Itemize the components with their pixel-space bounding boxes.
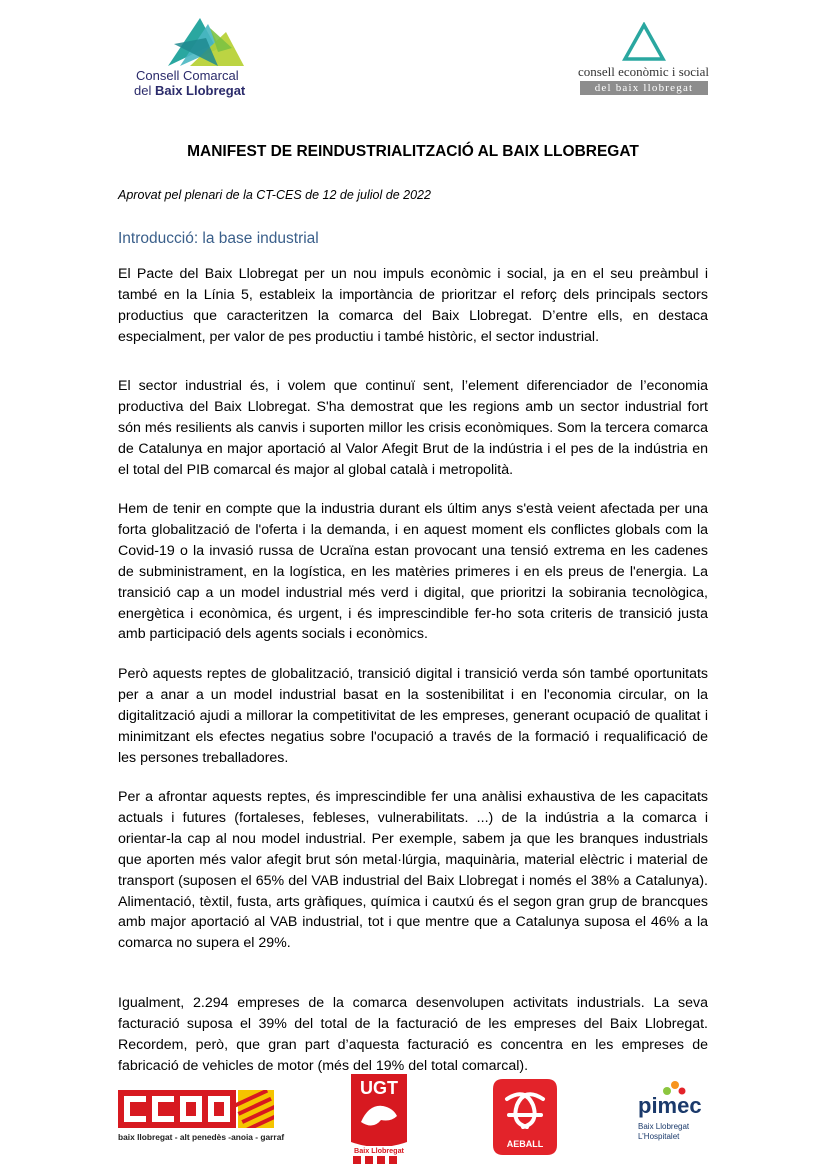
paragraph-5: Per a afrontar aquests reptes, és imprescindible fer una anàlisi exhaustiva de les capacitats actuals i futures (fortaleses, febleses, vulnerabilitats. ...) de la indústria a la comarca i orientar-la cap al nou model industrial. Per exemple, sabem ja que les branques industrials que aporten més valor afegit brut són metal·lúrgia, maquinària, material elèctric i material de transport (suposen el 65% del VAB industrial del Baix Llobregat i només el 38% a Catalunya). Alimentació, tèxtil, fusta, arts gràfiques, química i cautxú és el segon gran grup de brancques amb major aportació al VAB industrial, tot i que mentre que a Catalunya suposa el 46% a la comarca no supera el 29%.	[118, 789, 708, 952]
pimec-caption-1: Baix Llobregat	[638, 1122, 690, 1131]
svg-text:UGT: UGT	[360, 1078, 398, 1098]
pimec-wordmark: pimec	[638, 1093, 702, 1118]
approval-note: Aprovat pel plenari de la CT-CES de 12 de juliol de 2022	[118, 188, 431, 202]
paragraph-3: Hem de tenir en compte que la industria durant els últim anys s'està veient afectada per una forta globalització de l'oferta i la demanda, i en aquest moment els conflictes globals com la Covid-19 o la invasió russa de Ucraïna estan provocant una tensió extrema en les cadenes de subministrament, en la logística, en les matèries primeres i en els preus de l'energia. La transició cap a un model industrial més verd i digital, que prioritzi la sobirania tecnològica, energètica i econòmica, és urgent, i és imprescindible fer-ho sota criteris de transició justa amb participació dels agents socials i econòmics.	[118, 501, 708, 643]
logo-line1: Consell Comarcal	[136, 68, 239, 83]
ccoo-caption: baix llobregat - alt penedès -anoia - garraf	[118, 1132, 285, 1142]
aeball-wordmark: AEBALL	[506, 1139, 544, 1149]
ccoo-logo	[118, 1090, 285, 1145]
ccoo-mark-icon	[118, 1090, 274, 1128]
consell-economic-social-logo	[578, 22, 710, 98]
ces-line2: del baix llobregat	[580, 81, 708, 95]
aeball-logo	[493, 1079, 557, 1155]
pimec-logo	[632, 1079, 712, 1145]
pimec-caption-2: L’Hospitalet	[638, 1132, 680, 1141]
logo-line2: del Baix Llobregat	[134, 83, 246, 98]
ugt-logo	[347, 1072, 411, 1164]
paragraph-2: El sector industrial és, i volem que continuï sent, l’element diferenciador de l’economia productiva del Baix Llobregat. S'ha demostrat que les regions amb un sector industrial fort són més resilients als canvis i suporten millor les crisis econòmiques. Som la tercera comarca de Catalunya en major aportació al Valor Afegit Brut de la indústria i el pes de la indústria en el total del PIB comarcal és major al global català i metropolità.	[118, 378, 708, 478]
triangles-logo-icon	[160, 14, 252, 66]
document-title: MANIFEST DE REINDUSTRIALITZACIÓ AL BAIX LLOBREGAT	[187, 143, 639, 160]
section-heading: Introducció: la base industrial	[118, 230, 319, 247]
consell-comarcal-logo	[130, 14, 270, 102]
triangle-outline-icon	[622, 22, 666, 62]
ugt-caption: Baix Llobregat	[354, 1146, 404, 1155]
paragraph-6: Igualment, 2.294 empreses de la comarca desenvolupen activitats industrials. La seva facturació suposa el 39% del total de la facturació de les empreses del Baix Llobregat. Recordem, però, que gran part d’aquesta facturació es concentra en les empreses de fabricació de vehicles de motor (més del 19% del total comarcal).	[118, 995, 708, 1074]
ces-line1: consell econòmic i social	[578, 64, 710, 79]
paragraph-1: El Pacte del Baix Llobregat per un nou impuls econòmic i social, ja en el seu preàmbul i també en la Línia 5, estableix la importància de prioritzar el reforç dels principals sectors productius que caracteritzen la comarca del Baix Llobregat. D’entre ells, en destaca especialment, per valor de pes productiu i també històric, el sector industrial.	[118, 266, 708, 345]
paragraph-4: Però aquests reptes de globalització, transició digital i transició verda són també oportunitats per a anar a un model industrial basat en la sostenibilitat i en l'economia circular, on la digitalització ajudi a millorar la competitivitat de les empreses, generant ocupació de qualitat i minimitzant els efectes negatius sobre l'ocupació a través de la formació i requalificació de les persones treballadores.	[118, 666, 708, 766]
